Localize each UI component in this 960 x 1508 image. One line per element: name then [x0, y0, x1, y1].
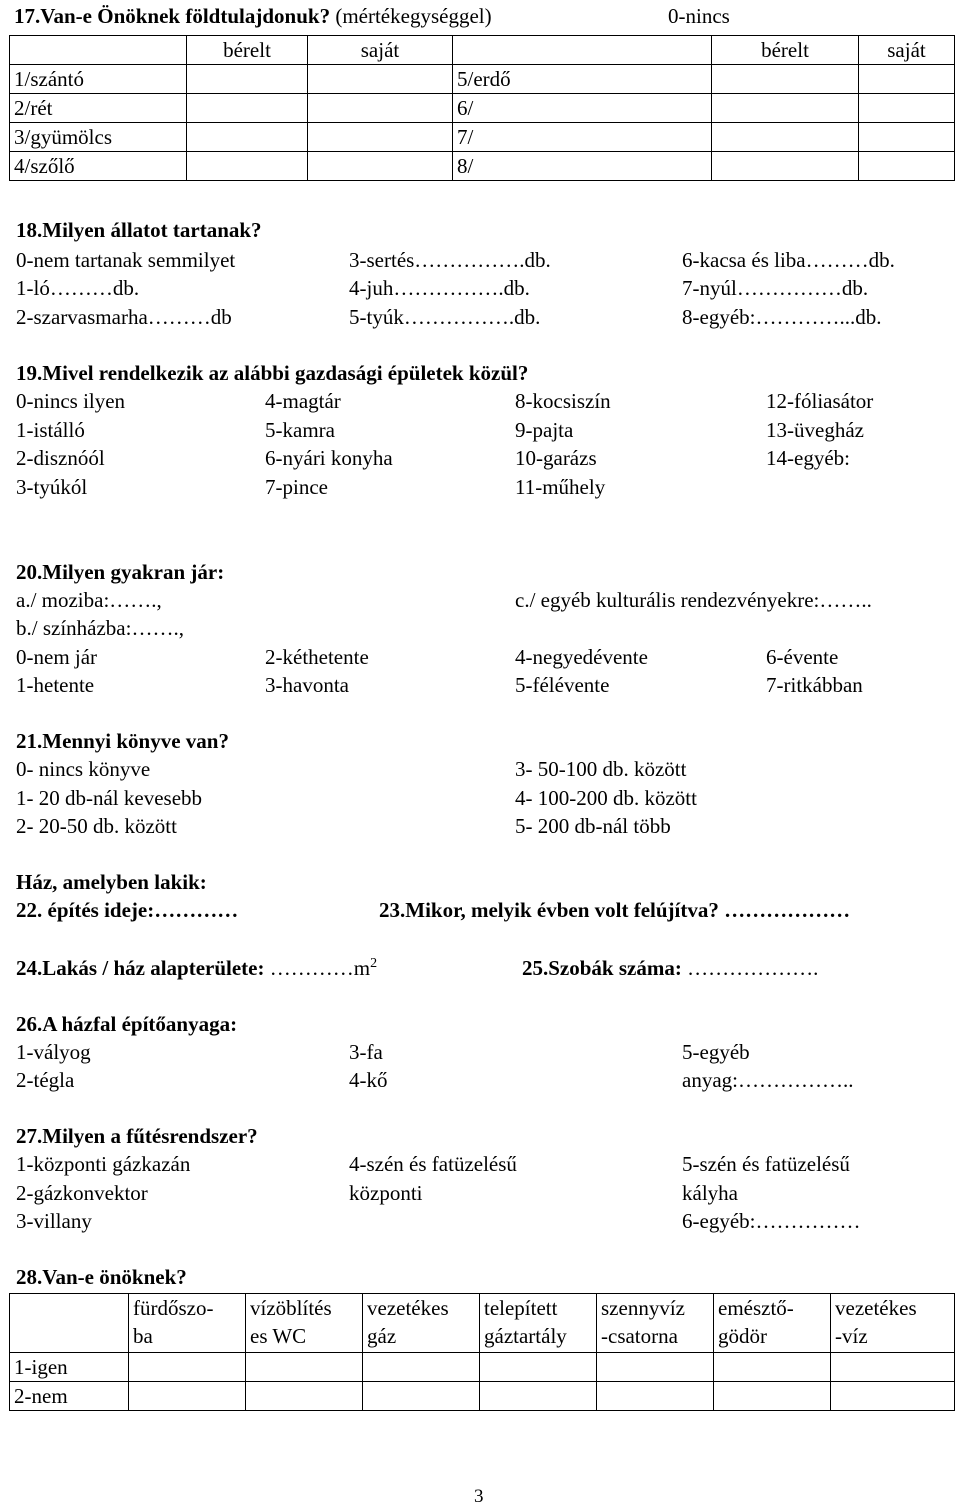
house-heading: Ház, amelyben lakik:: [16, 870, 207, 894]
q27-option: 4-szén és fatüzelésű: [349, 1152, 517, 1176]
q26-option: 2-tégla: [16, 1068, 75, 1092]
q27-option: 2-gázkonvektor: [16, 1181, 148, 1205]
q19-option: 7-pince: [265, 475, 328, 499]
q26-option: 1-vályog: [16, 1040, 91, 1064]
q21-option: 2- 20-50 db. között: [16, 814, 177, 838]
q19-option: 12-fóliasátor: [766, 389, 874, 413]
table-row: [10, 152, 955, 181]
q20-option: 2-kéthetente: [265, 645, 369, 669]
q19-title: 19.Mivel rendelkezik az alábbi gazdasági épületek közül?: [16, 361, 529, 385]
q20-option: 7-ritkábban: [766, 673, 863, 697]
q20-option: 3-havonta: [265, 673, 349, 697]
q27-option: 6-egyéb:……………: [682, 1209, 861, 1233]
q21-title: 21.Mennyi könyve van?: [16, 729, 229, 753]
q24-floor-area: [16, 956, 377, 981]
q21-option: 1- 20 db-nál kevesebb: [16, 786, 203, 810]
q18-option: 0-nem tartanak semmilyet: [16, 248, 236, 272]
q18-option: 5-tyúk…………….db.: [349, 305, 541, 329]
header-cell: saját: [308, 36, 453, 65]
q19-option: 1-istálló: [16, 418, 85, 442]
table-row: [10, 94, 955, 123]
q19-option: 10-garázs: [515, 446, 597, 470]
q19-option: 0-nincs ilyen: [16, 389, 126, 413]
header-cell: vezetékes -víz: [831, 1294, 955, 1353]
q20-option: 0-nem jár: [16, 645, 98, 669]
q21-option: 5- 200 db-nál több: [515, 814, 671, 838]
q18-option: 1-ló………db.: [16, 276, 140, 300]
header-cell: bérelt: [187, 36, 308, 65]
q20-a: a./ moziba:…….,: [16, 588, 162, 612]
q19-option: 3-tyúkól: [16, 475, 88, 499]
land-type-cell: 1/szántó: [10, 65, 187, 94]
q17-title: 17.Van-e Önöknek földtulajdonuk?: [14, 4, 331, 28]
q21-option: 4- 100-200 db. között: [515, 786, 697, 810]
header-cell: emésztő- gödör: [714, 1294, 831, 1353]
q26-option: 5-egyéb: [682, 1040, 750, 1064]
q23-renovation-year: 23.Mikor, melyik évben volt felújítva? ………………: [379, 898, 851, 922]
row-label: 1-igen: [10, 1353, 129, 1382]
q27-option: 5-szén és fatüzelésű: [682, 1152, 850, 1176]
header-cell: fürdőszo- ba: [129, 1294, 246, 1353]
land-type-cell: 4/szőlő: [10, 152, 187, 181]
q26-option: anyag:……………..: [682, 1068, 854, 1092]
q25-rooms: [522, 956, 818, 981]
q19-option: 11-műhely: [515, 475, 606, 499]
q19-option: 13-üvegház: [766, 418, 864, 442]
q17-none: 0-nincs: [668, 4, 730, 28]
header-cell: vízöblítés es WC: [246, 1294, 363, 1353]
q19-option: 14-egyéb:: [766, 446, 850, 470]
q27-option: 3-villany: [16, 1209, 92, 1233]
header-cell: vezetékes gáz: [363, 1294, 480, 1353]
page-number: 3: [474, 1486, 484, 1507]
q19-option: 8-kocsiszín: [515, 389, 611, 413]
q27-option: 1-központi gázkazán: [16, 1152, 191, 1176]
q18-option: 6-kacsa és liba………db.: [682, 248, 895, 272]
q20-option: 5-félévente: [515, 673, 610, 697]
q20-b: b./ színházba:…….,: [16, 616, 184, 640]
q26-title: 26.A házfal építőanyaga:: [16, 1012, 238, 1036]
header-cell: bérelt: [712, 36, 859, 65]
q21-option: 3- 50-100 db. között: [515, 757, 687, 781]
land-type-cell: 6/: [453, 94, 712, 123]
q19-option: 2-disznóól: [16, 446, 105, 470]
q28-utilities-table: [9, 1293, 955, 1411]
q19-option: 5-kamra: [265, 418, 335, 442]
q18-option: 8-egyéb:…………...db.: [682, 305, 882, 329]
q19-option: 6-nyári konyha: [265, 446, 393, 470]
q21-option: 0- nincs könyve: [16, 757, 151, 781]
q18-option: 2-szarvasmarha………db: [16, 305, 232, 329]
header-cell: telepített gáztartály: [480, 1294, 597, 1353]
table-row: [10, 65, 955, 94]
table-row: [10, 1382, 955, 1411]
land-type-cell: 7/: [453, 123, 712, 152]
q19-option: 4-magtár: [265, 389, 341, 413]
header-cell: szennyvíz -csatorna: [597, 1294, 714, 1353]
q17-land-table: [9, 35, 955, 181]
table-row: [10, 1294, 955, 1353]
q17-heading: [14, 4, 492, 29]
q20-option: 1-hetente: [16, 673, 95, 697]
q24-sup: 2: [370, 956, 378, 971]
q27-title: 27.Milyen a fűtésrendszer?: [16, 1124, 258, 1148]
q20-option: 4-negyedévente: [515, 645, 648, 669]
q17-note: (mértékegységgel): [335, 4, 492, 28]
table-row: [10, 36, 955, 65]
q27-option: kályha: [682, 1181, 738, 1205]
q27-option: központi: [349, 1181, 423, 1205]
land-type-cell: 3/gyümölcs: [10, 123, 187, 152]
q26-option: 3-fa: [349, 1040, 383, 1064]
q28-title: 28.Van-e önöknek?: [16, 1265, 187, 1289]
q20-option: 6-évente: [766, 645, 839, 669]
q22-build-year: 22. építés ideje:…………: [16, 898, 239, 922]
q24-label: 24.Lakás / ház alapterülete:: [16, 956, 265, 980]
q18-option: 4-juh…………….db.: [349, 276, 530, 300]
q18-option: 3-sertés…………….db.: [349, 248, 551, 272]
q19-option: 9-pajta: [515, 418, 574, 442]
q20-c: c./ egyéb kulturális rendezvényekre:……..: [515, 588, 872, 612]
q26-option: 4-kő: [349, 1068, 388, 1092]
q25-label: 25.Szobák száma:: [522, 956, 682, 980]
land-type-cell: 8/: [453, 152, 712, 181]
land-type-cell: 2/rét: [10, 94, 187, 123]
q18-title: 18.Milyen állatot tartanak?: [16, 218, 262, 242]
header-cell: saját: [859, 36, 955, 65]
q18-option: 7-nyúl……………db.: [682, 276, 869, 300]
land-type-cell: 5/erdő: [453, 65, 712, 94]
table-row: [10, 1353, 955, 1382]
table-row: [10, 123, 955, 152]
q20-title: 20.Milyen gyakran jár:: [16, 560, 225, 584]
q25-dots: ……………….: [687, 956, 819, 980]
q24-dots: …………m: [269, 956, 371, 980]
row-label: 2-nem: [10, 1382, 129, 1411]
